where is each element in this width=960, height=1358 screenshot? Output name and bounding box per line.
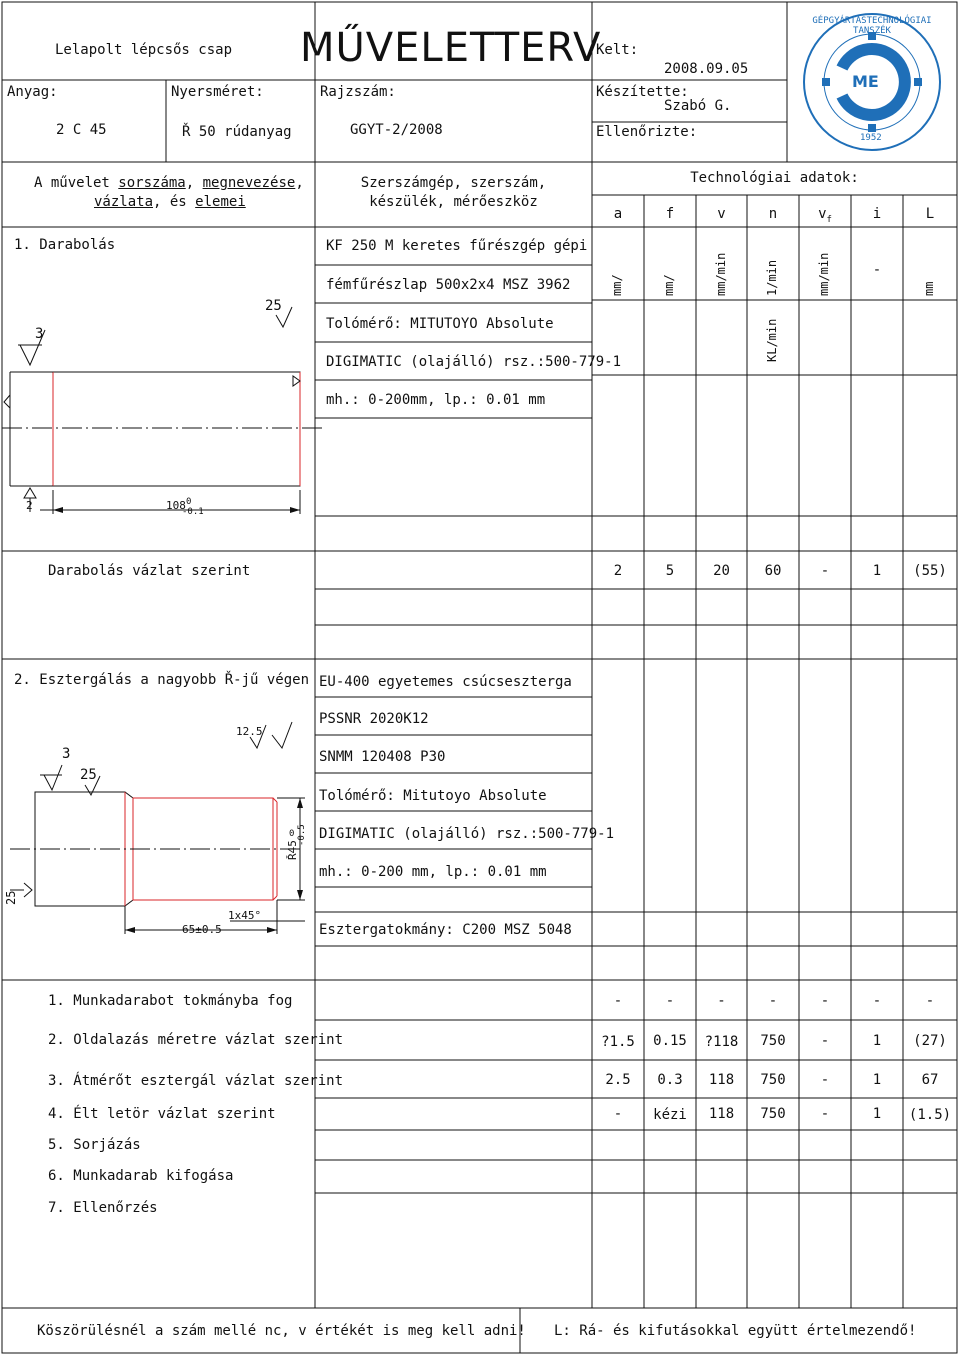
op2-tool-3: Tolómérő: Mitutoyo Absolute	[319, 788, 547, 804]
unit-a: mm/	[610, 274, 624, 296]
op2-step2-v: ?118	[704, 1034, 739, 1050]
op2-step3-vf: -	[820, 1072, 830, 1088]
op2-step4-n: 750	[760, 1106, 786, 1122]
op2-step2-f: 0.15	[653, 1033, 687, 1049]
op2-step4-a: -	[613, 1106, 623, 1122]
op2-step2-n: 750	[760, 1033, 786, 1049]
op2-step4-text: 4. Élt letör vázlat szerint	[48, 1106, 276, 1122]
op1-step-vf: -	[820, 563, 830, 579]
keszitette-label: Készítette:	[596, 84, 689, 100]
op2-step3-f: 0.3	[657, 1072, 683, 1088]
op2-step1-v: -	[717, 993, 726, 1009]
op2-step4-vf: -	[820, 1106, 830, 1122]
logo-letters: ME	[852, 72, 879, 91]
op2-step5-text: 5. Sorjázás	[48, 1137, 141, 1153]
col-vf: $v_f$	[818, 206, 832, 225]
tool-header-line1: Szerszámgép, szerszám,	[360, 175, 547, 191]
op1-sketch	[2, 307, 325, 514]
footer-note-left: Köszörülésnél a szám mellé nc, v értékét is meg kell adni!	[37, 1323, 526, 1339]
op2-tool-5: mh.: 0-200 mm, lp.: 0.01 mm	[319, 864, 547, 880]
op1-tool-3: DIGIMATIC (olajálló) rsz.:500-779-1	[326, 354, 622, 370]
op2-title: 2. Esztergálás a nagyobb Ř-jű végen	[14, 672, 310, 688]
op1-tool-2: Tolómérő: MITUTOYO Absolute	[326, 316, 554, 332]
op2-step1-i: -	[872, 993, 882, 1009]
op2-step1-L: -	[925, 993, 935, 1009]
op2-tool-0: EU-400 egyetemes csúcseszterga	[319, 674, 572, 690]
op2-tool-4: DIGIMATIC (olajálló) rsz.:500-779-1	[319, 826, 615, 842]
op2-sketch	[10, 722, 305, 934]
op2-step3-n: 750	[760, 1072, 786, 1088]
nyersmeret-label: Nyersméret:	[171, 84, 264, 100]
op1-step-n: 60	[764, 563, 782, 579]
col-n: n	[768, 206, 778, 222]
op2-step6-text: 6. Munkadarab kifogása	[48, 1168, 234, 1184]
op1-dim-108: 108	[166, 499, 186, 512]
op2-step4-f: kézi	[653, 1107, 687, 1123]
op1-tool-1: fémfűrészlap 500x2x4 MSZ 3962	[326, 277, 571, 293]
op2-step1-text: 1. Munkadarabot tokmányba fog	[48, 993, 293, 1009]
unit-f: mm/	[662, 274, 676, 296]
op2-tool-1: PSSNR 2020K12	[319, 711, 429, 727]
op2-rough-3: 3	[62, 746, 71, 762]
op1-tool-0: KF 250 M keretes fűrészgép gépi	[326, 238, 588, 254]
part-name: Lelapolt lépcsős csap	[55, 42, 233, 58]
op2-rough-125: 12.5	[236, 725, 263, 738]
col-i: i	[872, 206, 882, 222]
op1-tol-lower: -0.1	[182, 507, 204, 517]
anyag-label: Anyag:	[7, 84, 58, 100]
op1-title: 1. Darabolás	[14, 237, 116, 253]
date-value: 2008.09.05	[664, 61, 749, 77]
op1-step-v: 20	[713, 563, 730, 579]
op2-step7-text: 7. Ellenőrzés	[48, 1200, 158, 1216]
col-a: a	[613, 206, 623, 222]
op2-step3-a: 2.5	[605, 1072, 631, 1088]
ellenorizte-label: Ellenőrizte:	[596, 124, 698, 140]
op1-dim-2: 2	[26, 499, 33, 512]
op1-tool-4: mh.: 0-200mm, lp.: 0.01 mm	[326, 392, 546, 408]
op2-step2-text: 2. Oldalazás méretre vázlat szerint	[48, 1032, 344, 1048]
unit-vf: mm/min	[817, 252, 831, 296]
op1-step-L: (55)	[913, 563, 947, 579]
op2-step1-vf: -	[820, 993, 830, 1009]
op2-dim-65: 65±0.5	[182, 923, 222, 936]
op2-step3-i: 1	[872, 1072, 882, 1088]
op1-rough-3: 3	[35, 326, 44, 342]
op2-dim-d45: Ř45	[286, 840, 299, 860]
nyersmeret-value: Ř 50 rúdanyag	[182, 124, 292, 140]
op2-step1-f: -	[665, 993, 675, 1009]
op2-step2-a: ?1.5	[601, 1034, 635, 1050]
op2-step2-i: 1	[872, 1033, 882, 1049]
op2-step2-vf: -	[820, 1033, 830, 1049]
op2-step4-i: 1	[872, 1106, 882, 1122]
col-f: f	[665, 206, 675, 222]
op1-step-a: 2	[613, 563, 623, 579]
op2-d45-tol-lower: -0.5	[297, 824, 307, 846]
tech-header: Technológiai adatok:	[690, 170, 859, 186]
op-header-line2: vázlata, és elemei	[94, 194, 246, 210]
op1-step-f: 5	[665, 563, 675, 579]
col-v: v	[717, 206, 726, 222]
op2-tool-6: Esztergatokmány: C200 MSZ 5048	[319, 922, 572, 938]
op2-step4-v: 118	[708, 1106, 735, 1122]
op2-d45-tol-upper: 0	[289, 829, 295, 839]
doc-title: MŰVELETTERV	[300, 25, 602, 71]
unit-n1: 1/min	[765, 259, 779, 296]
col-L: L	[925, 206, 935, 222]
op2-dim-25: 25	[4, 890, 18, 905]
op1-tol-upper: 0	[186, 497, 192, 507]
op1-step-text: Darabolás vázlat szerint	[48, 563, 251, 579]
unit-n2: KL/min	[765, 318, 779, 362]
anyag-value: 2 C 45	[56, 122, 107, 138]
rajzszam-label: Rajzszám:	[320, 84, 396, 100]
unit-L: mm	[922, 281, 936, 296]
op1-step-i: 1	[872, 563, 882, 579]
unit-i: -	[872, 262, 882, 278]
op2-dim-chamfer: 1x45°	[228, 909, 262, 922]
rajzszam-value: GGYT-2/2008	[350, 122, 443, 138]
tool-header-line2: készülék, mérőeszköz	[369, 194, 538, 210]
op2-step3-text: 3. Átmérőt esztergál vázlat szerint	[48, 1073, 344, 1089]
op-header-line1: A művelet sorszáma, megnevezése,	[34, 175, 304, 191]
unit-v: mm/min	[714, 252, 728, 296]
op2-rough-25: 25	[80, 767, 97, 783]
op1-rough-25: 25	[265, 298, 282, 314]
op2-step3-L: 67	[921, 1072, 939, 1088]
kelt-label: Kelt:	[596, 42, 639, 58]
op2-step4-L: (1.5)	[908, 1107, 952, 1123]
op2-tool-2: SNMM 120408 P30	[319, 749, 446, 765]
op2-step2-L: (27)	[913, 1033, 947, 1049]
logo-text: GÉPGYÁRTÁSTECHNOLÓGIAI TANSZÉK	[812, 16, 932, 36]
op2-step1-n: -	[768, 993, 778, 1009]
op2-step3-v: 118	[708, 1072, 735, 1088]
op2-step1-a: -	[613, 993, 623, 1009]
footer-note-right: L: Rá- és kifutásokkal együtt értelmezendő!	[554, 1323, 917, 1339]
logo-year: 1952	[860, 133, 882, 143]
keszitette-value: Szabó G.	[664, 98, 732, 114]
